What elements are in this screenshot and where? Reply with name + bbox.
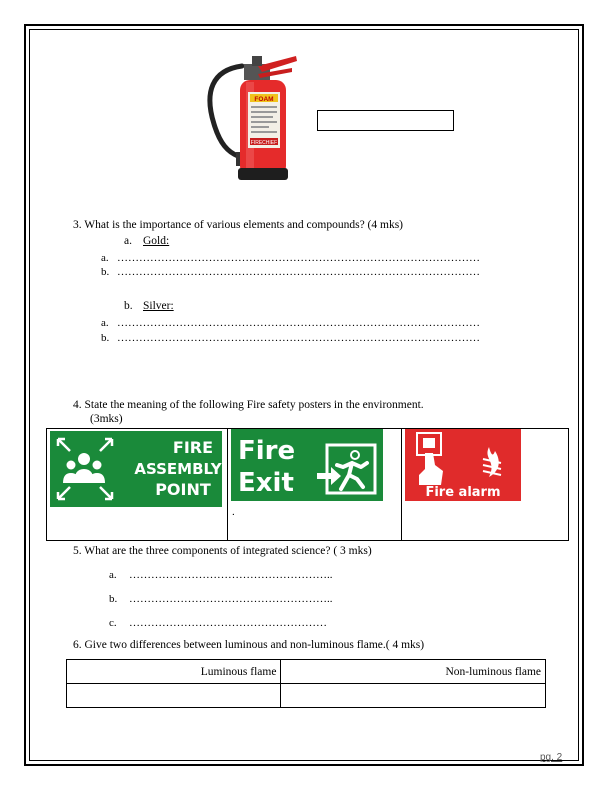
gold-label: Gold: bbox=[143, 235, 170, 247]
poster-3-label: Fire alarm bbox=[425, 485, 501, 500]
poster-2-line1: Fire bbox=[238, 436, 296, 466]
poster-2-mark: . bbox=[232, 506, 235, 518]
silver-line-a[interactable]: ……………………………………………………………………………………… bbox=[117, 317, 480, 329]
flames-answer-row bbox=[67, 684, 546, 708]
silver-line-b-label: b. bbox=[101, 332, 110, 344]
luminous-flame-header: Luminous flame bbox=[67, 660, 281, 684]
silver-line-b[interactable]: ……………………………………………………………………………………… bbox=[117, 332, 480, 344]
silver-label: Silver: bbox=[143, 300, 174, 312]
poster-cell-2[interactable] bbox=[228, 429, 402, 541]
q5-a-label: a. bbox=[109, 569, 117, 581]
poster-cell-3[interactable] bbox=[402, 429, 569, 541]
answer-box[interactable] bbox=[317, 110, 454, 131]
fire-exit-sign bbox=[231, 429, 383, 503]
flames-header-row bbox=[67, 660, 546, 684]
q5-c-line[interactable]: ……………………………………………… bbox=[129, 617, 327, 629]
question-5: 5. What are the three components of integrated science? ( 3 mks) bbox=[73, 545, 372, 557]
question-3: 3. What is the importance of various elements and compounds? (4 mks) bbox=[73, 219, 404, 231]
fire-alarm-sign bbox=[405, 429, 521, 501]
brand-label: FIRECHIEF bbox=[250, 140, 278, 146]
luminous-flame-answer[interactable] bbox=[67, 684, 281, 708]
silver-marker: b. bbox=[124, 300, 133, 312]
question-4: 4. State the meaning of the following Fire safety posters in the environment. bbox=[73, 399, 424, 411]
poster-1-line2: ASSEMBLY bbox=[134, 460, 222, 478]
gold-line-b[interactable]: ……………………………………………………………………………………… bbox=[117, 266, 480, 278]
q5-b-line[interactable]: ……………………………………………….. bbox=[129, 593, 333, 605]
page-number: pg. 2 bbox=[540, 752, 563, 763]
q5-a-line[interactable]: ……………………………………………….. bbox=[129, 569, 333, 581]
fire-assembly-point-sign bbox=[50, 431, 222, 509]
flames-table bbox=[66, 659, 546, 708]
poster-1-line3: POINT bbox=[155, 480, 211, 499]
non-luminous-flame-header: Non-luminous flame bbox=[281, 660, 546, 684]
poster-1-line1: FIRE bbox=[172, 438, 214, 457]
fire-extinguisher-image bbox=[200, 52, 305, 187]
question-4-marks: (3mks) bbox=[90, 413, 123, 425]
question-6: 6. Give two differences between luminous and non-luminous flame.( 4 mks) bbox=[73, 639, 425, 651]
silver-line-a-label: a. bbox=[101, 317, 109, 329]
gold-line-a-label: a. bbox=[101, 252, 109, 264]
gold-line-b-label: b. bbox=[101, 266, 110, 278]
q5-b-label: b. bbox=[109, 593, 118, 605]
foam-label: FOAM bbox=[254, 96, 274, 103]
poster-cell-1[interactable] bbox=[47, 429, 228, 541]
poster-2-line2: Exit bbox=[238, 468, 294, 498]
posters-table bbox=[46, 428, 569, 541]
gold-marker: a. bbox=[124, 235, 132, 247]
q5-c-label: c. bbox=[109, 617, 117, 629]
gold-line-a[interactable]: ……………………………………………………………………………………… bbox=[117, 252, 480, 264]
non-luminous-flame-answer[interactable] bbox=[281, 684, 546, 708]
